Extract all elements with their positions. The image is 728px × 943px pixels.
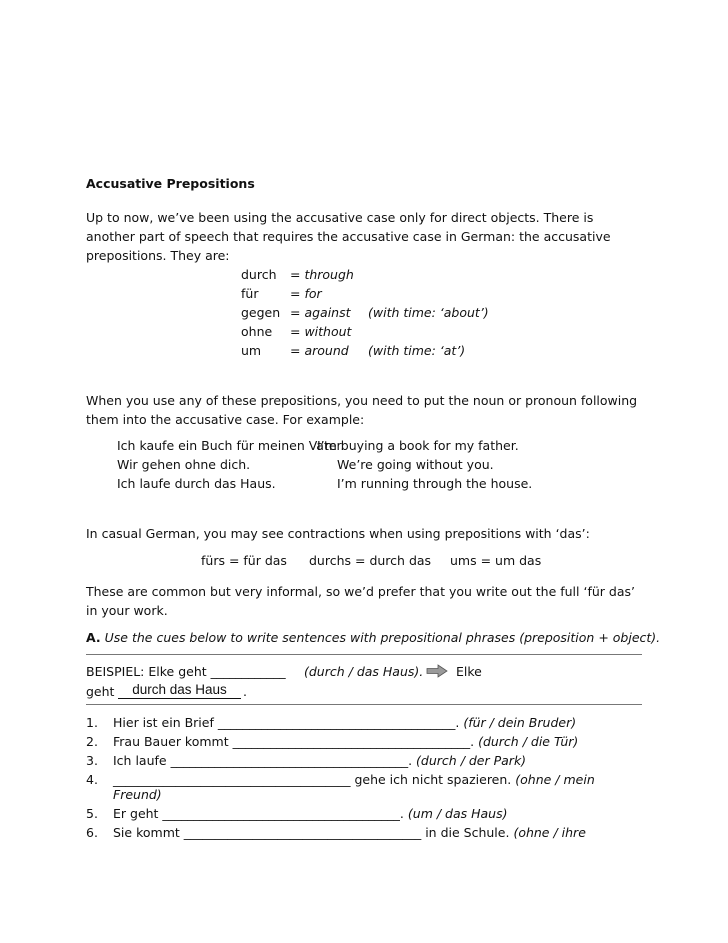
example-german: Wir gehen ohne dich. xyxy=(117,457,251,472)
preposition-german: durch xyxy=(241,267,277,282)
preposition-english: = around xyxy=(290,343,349,358)
preposition-german: für xyxy=(241,286,259,301)
exercise-prompt: Sie kommt ______________________________________ in die Schule. xyxy=(113,825,510,840)
exercise-prompt: Ich laufe ______________________________________. xyxy=(113,753,413,768)
contraction-item: durchs = durch das xyxy=(309,553,432,568)
exercise-text xyxy=(113,734,578,749)
exercise-cue: (um / das Haus) xyxy=(407,806,508,821)
example-english: I’m buying a book for my father. xyxy=(317,438,519,453)
page-title: Accusative Prepositions xyxy=(86,176,255,191)
exercise-number: 5. xyxy=(86,806,98,821)
exercise-instruction-text: Use the cues below to write sentences with prepositional phrases (preposition + object). xyxy=(104,630,661,645)
exercise-text xyxy=(113,806,507,821)
exercise-letter: A. xyxy=(86,630,101,645)
exercise-instruction xyxy=(86,630,660,645)
example-german: Ich laufe durch das Haus. xyxy=(117,476,276,491)
usage-paragraph: When you use any of these prepositions, you need to put the noun or pronoun following them into the accusative case. For example: xyxy=(86,393,638,427)
contraction-item: ums = um das xyxy=(450,553,542,568)
exercise-number: 2. xyxy=(86,734,98,749)
exercise-number: 6. xyxy=(86,825,98,840)
preposition-german: gegen xyxy=(241,305,281,320)
preposition-english: = without xyxy=(290,324,352,339)
example-german: Ich kaufe ein Buch für meinen Vater. xyxy=(117,438,345,453)
arrow-right-icon xyxy=(426,664,448,678)
exercise-prompt: ______________________________________ gehe ich nicht spazieren. xyxy=(113,772,512,787)
beispiel-answer-start: Elke xyxy=(456,664,482,679)
contractions-intro: In casual German, you may see contractions when using prepositions with ‘das’: xyxy=(86,526,590,541)
exercise-cue-continuation: Freund) xyxy=(113,787,162,802)
exercise-number: 1. xyxy=(86,715,98,730)
divider-line xyxy=(86,654,642,655)
exercise-text xyxy=(113,753,526,768)
exercise-cue: (durch / der Park) xyxy=(416,753,527,768)
exercise-cue: (für / dein Bruder) xyxy=(463,715,577,730)
beispiel-line2-start: geht xyxy=(86,684,115,699)
exercise-prompt: Er geht ______________________________________. xyxy=(113,806,404,821)
preposition-german: um xyxy=(241,343,262,358)
example-english: I’m running through the house. xyxy=(337,476,533,491)
preposition-english: = against xyxy=(290,305,351,320)
contractions-row xyxy=(0,553,728,572)
beispiel-prefix: BEISPIEL: Elke geht ____________ xyxy=(86,664,286,679)
exercise-text xyxy=(113,772,595,787)
exercise-number: 4. xyxy=(86,772,98,787)
exercise-text xyxy=(113,825,586,840)
exercise-text xyxy=(113,715,576,730)
exercise-cue: (ohne / mein xyxy=(515,772,595,787)
informal-note: These are common but very informal, so we’d prefer that you write out the full ‘für das’ in your work. xyxy=(86,584,635,618)
beispiel-answer: durch das Haus xyxy=(118,682,241,699)
beispiel-cue: (durch / das Haus). xyxy=(304,664,424,679)
beispiel-line2-end: . xyxy=(243,684,247,699)
preposition-note: (with time: ‘about’) xyxy=(368,305,489,320)
intro-paragraph: Up to now, we’ve been using the accusative case only for direct objects. There is another part of speech that requires the accusative case in German: the accusative prepositions. They are: xyxy=(86,210,611,263)
exercise-prompt: Hier ist ein Brief ______________________________________. xyxy=(113,715,460,730)
exercise-cue: (durch / die Tür) xyxy=(478,734,579,749)
exercise-prompt: Frau Bauer kommt ______________________________________. xyxy=(113,734,475,749)
preposition-german: ohne xyxy=(241,324,273,339)
preposition-english: = for xyxy=(290,286,322,301)
exercise-cue: (ohne / ihre xyxy=(513,825,586,840)
preposition-note: (with time: ‘at’) xyxy=(368,343,466,358)
divider-line xyxy=(86,704,642,705)
example-english: We’re going without you. xyxy=(337,457,494,472)
preposition-english: = through xyxy=(290,267,354,282)
exercise-number: 3. xyxy=(86,753,98,768)
contraction-item: fürs = für das xyxy=(201,553,287,568)
